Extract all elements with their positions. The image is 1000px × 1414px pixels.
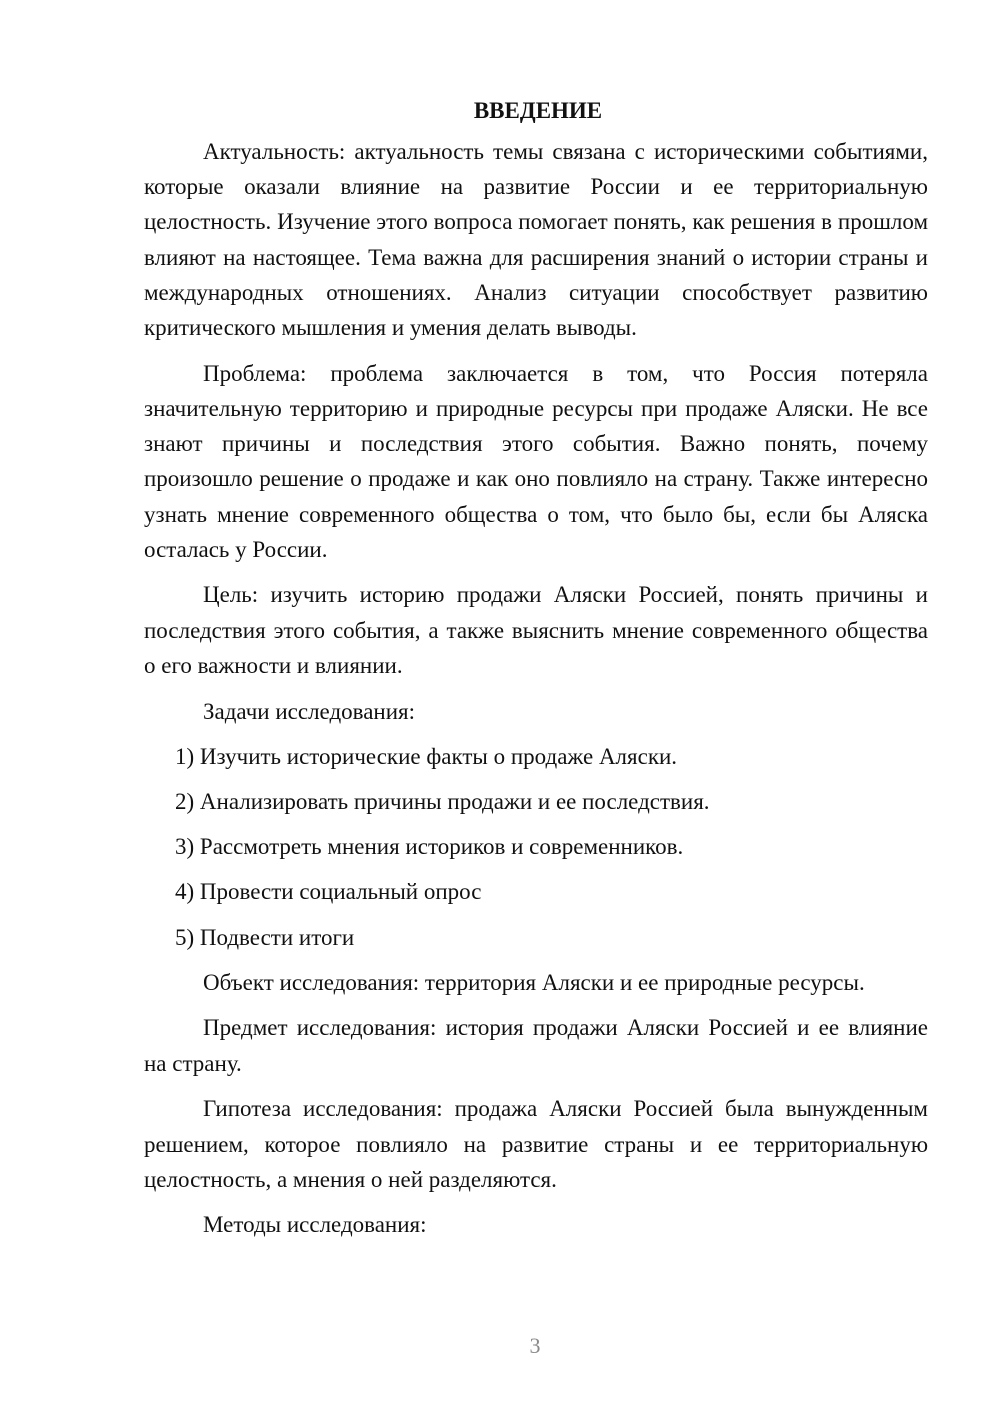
goal-paragraph: Цель: изучить историю продажи Аляски Россией, понять причины и последствия этого события, а также выяснить мнение современного общества о его важности и влиянии. (144, 582, 928, 678)
task-item: 1) Изучить исторические факты о продаже Аляски. (175, 743, 678, 769)
task-item: 3) Рассмотреть мнения историков и современников. (175, 834, 684, 860)
problem-paragraph: Проблема: проблема заключается в том, что Россия потеряла значительную территорию и природные ресурсы при продаже Аляски. Не все знают причины и последствия этого события. Важно понять, почему произошло решение о продаже и как оно повлияло на страну. Также интересно узнать мнение современного общества о том, что было бы, если бы Аляска осталась у России. (144, 360, 928, 562)
task-item: 2) Анализировать причины продажи и ее последствия. (175, 788, 710, 814)
task-item: 5) Подвести итоги (175, 924, 355, 950)
tasks-list (144, 739, 928, 955)
page-number: 3 (529, 1333, 541, 1358)
object-paragraph: Объект исследования: территория Аляски и ее природные ресурсы. (203, 969, 865, 995)
task-item: 4) Провести социальный опрос (175, 879, 482, 905)
methods-label: Методы исследования: (203, 1212, 427, 1238)
tasks-label: Задачи исследования: (203, 698, 416, 724)
page-content (144, 94, 928, 1253)
relevance-paragraph: Актуальность: актуальность темы связана с историческими событиями, которые оказали влияние на развитие России и ее территориальную целостность. Изучение этого вопроса помогает понять, как решения в прошлом влияют на настоящее. Тема важна для расширения знаний о истории страны и международных отношениях. Анализ ситуации способствует развитию критического мышления и умения делать выводы. (144, 139, 928, 341)
subject-paragraph: Предмет исследования: история продажи Аляски Россией и ее влияние на страну. (144, 1015, 928, 1076)
hypothesis-paragraph: Гипотеза исследования: продажа Аляски Россией была вынужденным решением, которое повлияло на развитие страны и ее территориальную целостность, а мнения о ней разделяются. (144, 1096, 928, 1192)
section-heading: ВВЕДЕНИЕ (473, 98, 603, 123)
